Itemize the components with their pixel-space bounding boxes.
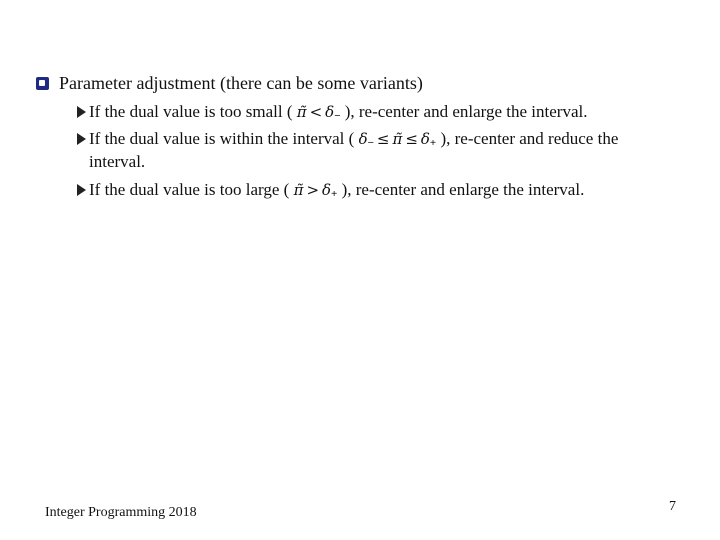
math-pi-tilde: π̃ xyxy=(293,181,304,199)
square-bullet-icon xyxy=(36,77,49,90)
math-delta: δ xyxy=(322,181,332,199)
text-post: ), re-center and reduce the xyxy=(440,129,619,148)
math-pi-tilde: π̃ xyxy=(392,130,403,148)
math-subscript: − xyxy=(367,137,374,149)
footer-course-title: Integer Programming 2018 xyxy=(45,505,197,520)
math-rel: > xyxy=(306,181,320,199)
arrow-bullet-icon xyxy=(77,133,86,145)
sub-bullet-1-text xyxy=(89,101,689,127)
math-rel: < xyxy=(309,103,323,121)
continuation-text: interval. xyxy=(89,152,146,171)
text-pre: If the dual value is too large ( xyxy=(89,180,290,199)
math-delta: δ xyxy=(325,103,335,121)
text-pre: If the dual value is within the interval ( xyxy=(89,129,355,148)
page-number: 7 xyxy=(669,499,676,514)
text-post: ), re-center and enlarge the interval. xyxy=(341,180,585,199)
math-rel: ≤ xyxy=(376,130,390,148)
math-subscript: + xyxy=(429,137,437,149)
math-subscript: − xyxy=(334,110,341,122)
arrow-bullet-icon xyxy=(77,184,86,196)
sub-bullet-3-text xyxy=(89,179,689,205)
math-delta: δ xyxy=(358,130,368,148)
arrow-bullet-icon xyxy=(77,106,86,118)
math-delta: δ xyxy=(420,130,430,148)
math-subscript: + xyxy=(331,188,338,200)
main-bullet-text: Parameter adjustment (there can be some variants) xyxy=(59,73,423,93)
text-pre: If the dual value is too small ( xyxy=(89,102,293,121)
text-post: ), re-center and enlarge the interval. xyxy=(344,102,588,121)
math-rel: ≤ xyxy=(405,130,418,148)
math-pi-tilde: π̃ xyxy=(296,103,307,121)
